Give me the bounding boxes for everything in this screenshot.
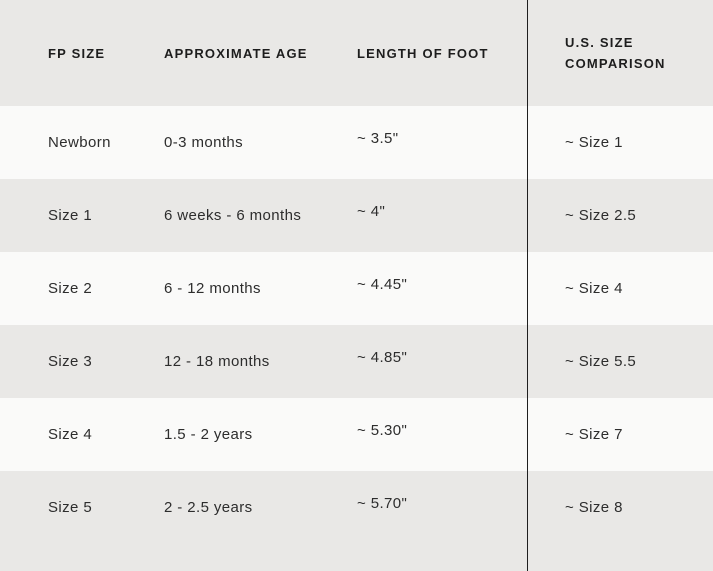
- cell-us-size-comparison: ~ Size 5.5: [565, 353, 637, 370]
- table-row: [0, 471, 713, 544]
- cell-approximate-age: 6 - 12 months: [164, 280, 261, 297]
- cell-approximate-age: 1.5 - 2 years: [164, 426, 253, 443]
- column-divider-line: [527, 0, 528, 571]
- cell-approximate-age: 12 - 18 months: [164, 353, 270, 370]
- table-row: [0, 179, 713, 252]
- cell-us-size-comparison: ~ Size 4: [565, 280, 623, 297]
- cell-fp-size: Size 1: [48, 207, 93, 224]
- cell-us-size-comparison: ~ Size 8: [565, 499, 623, 516]
- cell-length-of-foot: ~ 4.45": [357, 276, 408, 293]
- table-row: [0, 106, 713, 179]
- column-header-us-size-comparison: U.S. SIZE COMPARISON: [565, 35, 666, 71]
- column-header-approximate-age: APPROXIMATE AGE: [164, 45, 308, 61]
- cell-approximate-age: 6 weeks - 6 months: [164, 207, 302, 224]
- cell-fp-size: Newborn: [48, 134, 111, 151]
- cell-us-size-comparison: ~ Size 1: [565, 134, 623, 151]
- cell-length-of-foot: ~ 5.30": [357, 422, 408, 439]
- cell-length-of-foot: ~ 4.85": [357, 349, 408, 366]
- cell-us-size-comparison: ~ Size 2.5: [565, 207, 637, 224]
- cell-length-of-foot: ~ 4": [357, 203, 386, 220]
- cell-us-size-comparison: ~ Size 7: [565, 426, 623, 443]
- cell-approximate-age: 2 - 2.5 years: [164, 499, 253, 516]
- table-row: [0, 325, 713, 398]
- cell-length-of-foot: ~ 3.5": [357, 130, 399, 147]
- cell-fp-size: Size 4: [48, 426, 93, 443]
- column-header-length-of-foot: LENGTH OF FOOT: [357, 45, 489, 61]
- column-header-fp-size: FP SIZE: [48, 45, 106, 61]
- cell-approximate-age: 0-3 months: [164, 134, 244, 151]
- cell-fp-size: Size 3: [48, 353, 93, 370]
- cell-fp-size: Size 2: [48, 280, 93, 297]
- cell-fp-size: Size 5: [48, 499, 93, 516]
- table-row: [0, 252, 713, 325]
- cell-length-of-foot: ~ 5.70": [357, 495, 408, 512]
- table-row: [0, 398, 713, 471]
- table-header-row: [0, 0, 713, 106]
